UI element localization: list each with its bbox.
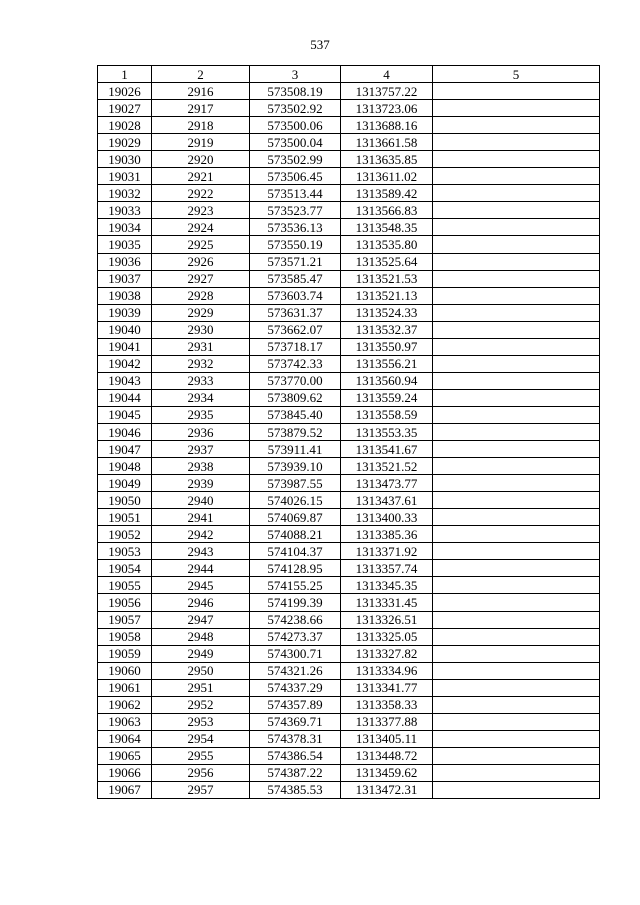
cell-note bbox=[433, 219, 600, 236]
cell-row-id: 19035 bbox=[98, 236, 152, 253]
cell-y-coordinate: 1313473.77 bbox=[341, 475, 433, 492]
cell-note bbox=[433, 560, 600, 577]
table-row bbox=[98, 117, 600, 134]
cell-y-coordinate: 1313548.35 bbox=[341, 219, 433, 236]
cell-x-coordinate: 573502.99 bbox=[250, 151, 341, 168]
cell-x-coordinate: 573500.06 bbox=[250, 117, 341, 134]
cell-point-number: 2952 bbox=[152, 696, 250, 713]
cell-note bbox=[433, 372, 600, 389]
cell-row-id: 19036 bbox=[98, 253, 152, 270]
cell-y-coordinate: 1313334.96 bbox=[341, 662, 433, 679]
cell-y-coordinate: 1313560.94 bbox=[341, 372, 433, 389]
cell-note bbox=[433, 458, 600, 475]
cell-point-number: 2934 bbox=[152, 389, 250, 406]
cell-point-number: 2945 bbox=[152, 577, 250, 594]
cell-x-coordinate: 573513.44 bbox=[250, 185, 341, 202]
table-header-row bbox=[98, 66, 600, 83]
table-row bbox=[98, 253, 600, 270]
cell-point-number: 2940 bbox=[152, 492, 250, 509]
cell-row-id: 19060 bbox=[98, 662, 152, 679]
cell-point-number: 2932 bbox=[152, 355, 250, 372]
cell-note bbox=[433, 594, 600, 611]
table-row bbox=[98, 611, 600, 628]
table-row bbox=[98, 83, 600, 100]
table-row bbox=[98, 304, 600, 321]
table-row bbox=[98, 287, 600, 304]
table-row bbox=[98, 441, 600, 458]
cell-y-coordinate: 1313524.33 bbox=[341, 304, 433, 321]
cell-x-coordinate: 574199.39 bbox=[250, 594, 341, 611]
cell-x-coordinate: 574155.25 bbox=[250, 577, 341, 594]
cell-point-number: 2955 bbox=[152, 747, 250, 764]
table-row bbox=[98, 645, 600, 662]
cell-note bbox=[433, 406, 600, 423]
cell-x-coordinate: 573585.47 bbox=[250, 270, 341, 287]
cell-y-coordinate: 1313535.80 bbox=[341, 236, 433, 253]
table-row bbox=[98, 781, 600, 798]
cell-y-coordinate: 1313405.11 bbox=[341, 730, 433, 747]
cell-x-coordinate: 574238.66 bbox=[250, 611, 341, 628]
cell-point-number: 2919 bbox=[152, 134, 250, 151]
cell-x-coordinate: 573502.92 bbox=[250, 100, 341, 117]
cell-note bbox=[433, 134, 600, 151]
cell-x-coordinate: 574321.26 bbox=[250, 662, 341, 679]
cell-note bbox=[433, 117, 600, 134]
cell-point-number: 2931 bbox=[152, 338, 250, 355]
cell-x-coordinate: 573550.19 bbox=[250, 236, 341, 253]
cell-row-id: 19029 bbox=[98, 134, 152, 151]
cell-note bbox=[433, 679, 600, 696]
cell-x-coordinate: 573500.04 bbox=[250, 134, 341, 151]
table-row bbox=[98, 713, 600, 730]
cell-note bbox=[433, 304, 600, 321]
cell-y-coordinate: 1313723.06 bbox=[341, 100, 433, 117]
cell-note bbox=[433, 151, 600, 168]
cell-row-id: 19064 bbox=[98, 730, 152, 747]
cell-point-number: 2941 bbox=[152, 509, 250, 526]
cell-row-id: 19052 bbox=[98, 526, 152, 543]
table-row bbox=[98, 168, 600, 185]
cell-point-number: 2949 bbox=[152, 645, 250, 662]
cell-point-number: 2957 bbox=[152, 781, 250, 798]
cell-y-coordinate: 1313525.64 bbox=[341, 253, 433, 270]
cell-point-number: 2927 bbox=[152, 270, 250, 287]
cell-point-number: 2950 bbox=[152, 662, 250, 679]
table-row bbox=[98, 321, 600, 338]
table-row bbox=[98, 406, 600, 423]
cell-note bbox=[433, 696, 600, 713]
cell-y-coordinate: 1313341.77 bbox=[341, 679, 433, 696]
cell-x-coordinate: 574069.87 bbox=[250, 509, 341, 526]
cell-row-id: 19065 bbox=[98, 747, 152, 764]
cell-x-coordinate: 573879.52 bbox=[250, 423, 341, 440]
cell-note bbox=[433, 253, 600, 270]
table-row bbox=[98, 423, 600, 440]
table-row bbox=[98, 236, 600, 253]
cell-y-coordinate: 1313358.33 bbox=[341, 696, 433, 713]
cell-point-number: 2953 bbox=[152, 713, 250, 730]
cell-x-coordinate: 574369.71 bbox=[250, 713, 341, 730]
cell-row-id: 19058 bbox=[98, 628, 152, 645]
cell-note bbox=[433, 355, 600, 372]
cell-row-id: 19051 bbox=[98, 509, 152, 526]
cell-row-id: 19028 bbox=[98, 117, 152, 134]
cell-point-number: 2939 bbox=[152, 475, 250, 492]
cell-row-id: 19026 bbox=[98, 83, 152, 100]
cell-point-number: 2916 bbox=[152, 83, 250, 100]
cell-note bbox=[433, 321, 600, 338]
cell-y-coordinate: 1313371.92 bbox=[341, 543, 433, 560]
cell-x-coordinate: 574387.22 bbox=[250, 764, 341, 781]
cell-row-id: 19031 bbox=[98, 168, 152, 185]
cell-note bbox=[433, 338, 600, 355]
cell-y-coordinate: 1313550.97 bbox=[341, 338, 433, 355]
cell-note bbox=[433, 611, 600, 628]
cell-x-coordinate: 573845.40 bbox=[250, 406, 341, 423]
cell-row-id: 19042 bbox=[98, 355, 152, 372]
cell-y-coordinate: 1313559.24 bbox=[341, 389, 433, 406]
cell-note bbox=[433, 645, 600, 662]
cell-y-coordinate: 1313459.62 bbox=[341, 764, 433, 781]
table-row bbox=[98, 338, 600, 355]
cell-point-number: 2948 bbox=[152, 628, 250, 645]
column-header-3: 3 bbox=[250, 66, 341, 83]
cell-point-number: 2921 bbox=[152, 168, 250, 185]
cell-row-id: 19043 bbox=[98, 372, 152, 389]
cell-x-coordinate: 574386.54 bbox=[250, 747, 341, 764]
cell-row-id: 19045 bbox=[98, 406, 152, 423]
cell-note bbox=[433, 781, 600, 798]
cell-y-coordinate: 1313521.52 bbox=[341, 458, 433, 475]
table-row bbox=[98, 270, 600, 287]
cell-row-id: 19059 bbox=[98, 645, 152, 662]
cell-note bbox=[433, 441, 600, 458]
cell-note bbox=[433, 168, 600, 185]
cell-point-number: 2918 bbox=[152, 117, 250, 134]
table-row bbox=[98, 151, 600, 168]
cell-point-number: 2923 bbox=[152, 202, 250, 219]
cell-x-coordinate: 574026.15 bbox=[250, 492, 341, 509]
cell-point-number: 2943 bbox=[152, 543, 250, 560]
cell-note bbox=[433, 577, 600, 594]
cell-point-number: 2951 bbox=[152, 679, 250, 696]
cell-note bbox=[433, 543, 600, 560]
page-number: 537 bbox=[310, 37, 330, 52]
cell-point-number: 2926 bbox=[152, 253, 250, 270]
cell-row-id: 19061 bbox=[98, 679, 152, 696]
cell-point-number: 2936 bbox=[152, 423, 250, 440]
cell-note bbox=[433, 713, 600, 730]
cell-row-id: 19066 bbox=[98, 764, 152, 781]
cell-point-number: 2935 bbox=[152, 406, 250, 423]
table-body bbox=[98, 83, 600, 799]
cell-point-number: 2938 bbox=[152, 458, 250, 475]
cell-x-coordinate: 574378.31 bbox=[250, 730, 341, 747]
table-row bbox=[98, 577, 600, 594]
cell-row-id: 19044 bbox=[98, 389, 152, 406]
table-row bbox=[98, 202, 600, 219]
column-header-5: 5 bbox=[433, 66, 600, 83]
cell-note bbox=[433, 100, 600, 117]
cell-row-id: 19056 bbox=[98, 594, 152, 611]
column-header-1: 1 bbox=[98, 66, 152, 83]
cell-row-id: 19049 bbox=[98, 475, 152, 492]
cell-y-coordinate: 1313661.58 bbox=[341, 134, 433, 151]
cell-note bbox=[433, 423, 600, 440]
cell-y-coordinate: 1313532.37 bbox=[341, 321, 433, 338]
table-row bbox=[98, 764, 600, 781]
cell-row-id: 19037 bbox=[98, 270, 152, 287]
cell-x-coordinate: 574385.53 bbox=[250, 781, 341, 798]
table-row bbox=[98, 355, 600, 372]
cell-note bbox=[433, 747, 600, 764]
table-row bbox=[98, 134, 600, 151]
table-row bbox=[98, 219, 600, 236]
cell-y-coordinate: 1313589.42 bbox=[341, 185, 433, 202]
cell-note bbox=[433, 287, 600, 304]
coordinates-table bbox=[97, 65, 600, 799]
cell-x-coordinate: 573987.55 bbox=[250, 475, 341, 492]
cell-row-id: 19041 bbox=[98, 338, 152, 355]
cell-x-coordinate: 573631.37 bbox=[250, 304, 341, 321]
table-row bbox=[98, 100, 600, 117]
cell-note bbox=[433, 492, 600, 509]
cell-note bbox=[433, 475, 600, 492]
cell-y-coordinate: 1313541.67 bbox=[341, 441, 433, 458]
cell-x-coordinate: 574273.37 bbox=[250, 628, 341, 645]
table-row bbox=[98, 526, 600, 543]
cell-row-id: 19034 bbox=[98, 219, 152, 236]
cell-x-coordinate: 574300.71 bbox=[250, 645, 341, 662]
table-row bbox=[98, 458, 600, 475]
table-row bbox=[98, 372, 600, 389]
cell-y-coordinate: 1313472.31 bbox=[341, 781, 433, 798]
cell-row-id: 19054 bbox=[98, 560, 152, 577]
cell-point-number: 2944 bbox=[152, 560, 250, 577]
cell-row-id: 19032 bbox=[98, 185, 152, 202]
cell-row-id: 19067 bbox=[98, 781, 152, 798]
cell-y-coordinate: 1313326.51 bbox=[341, 611, 433, 628]
table-row bbox=[98, 747, 600, 764]
table-row bbox=[98, 730, 600, 747]
cell-x-coordinate: 574128.95 bbox=[250, 560, 341, 577]
cell-y-coordinate: 1313385.36 bbox=[341, 526, 433, 543]
cell-x-coordinate: 573536.13 bbox=[250, 219, 341, 236]
cell-x-coordinate: 574088.21 bbox=[250, 526, 341, 543]
cell-note bbox=[433, 202, 600, 219]
cell-y-coordinate: 1313757.22 bbox=[341, 83, 433, 100]
cell-point-number: 2929 bbox=[152, 304, 250, 321]
cell-note bbox=[433, 526, 600, 543]
cell-x-coordinate: 573742.33 bbox=[250, 355, 341, 372]
cell-note bbox=[433, 764, 600, 781]
table-row bbox=[98, 492, 600, 509]
cell-row-id: 19030 bbox=[98, 151, 152, 168]
table-row bbox=[98, 679, 600, 696]
table-row bbox=[98, 185, 600, 202]
cell-point-number: 2933 bbox=[152, 372, 250, 389]
cell-x-coordinate: 573523.77 bbox=[250, 202, 341, 219]
table-row bbox=[98, 509, 600, 526]
cell-note bbox=[433, 730, 600, 747]
cell-y-coordinate: 1313611.02 bbox=[341, 168, 433, 185]
cell-row-id: 19048 bbox=[98, 458, 152, 475]
cell-y-coordinate: 1313331.45 bbox=[341, 594, 433, 611]
cell-point-number: 2924 bbox=[152, 219, 250, 236]
column-header-2: 2 bbox=[152, 66, 250, 83]
table-row bbox=[98, 543, 600, 560]
cell-y-coordinate: 1313521.53 bbox=[341, 270, 433, 287]
cell-point-number: 2922 bbox=[152, 185, 250, 202]
cell-y-coordinate: 1313635.85 bbox=[341, 151, 433, 168]
cell-point-number: 2942 bbox=[152, 526, 250, 543]
cell-y-coordinate: 1313377.88 bbox=[341, 713, 433, 730]
cell-point-number: 2937 bbox=[152, 441, 250, 458]
cell-row-id: 19062 bbox=[98, 696, 152, 713]
cell-row-id: 19033 bbox=[98, 202, 152, 219]
cell-point-number: 2946 bbox=[152, 594, 250, 611]
cell-row-id: 19057 bbox=[98, 611, 152, 628]
cell-row-id: 19038 bbox=[98, 287, 152, 304]
cell-point-number: 2930 bbox=[152, 321, 250, 338]
cell-point-number: 2947 bbox=[152, 611, 250, 628]
cell-note bbox=[433, 662, 600, 679]
cell-y-coordinate: 1313327.82 bbox=[341, 645, 433, 662]
cell-point-number: 2917 bbox=[152, 100, 250, 117]
table-row bbox=[98, 560, 600, 577]
cell-note bbox=[433, 270, 600, 287]
cell-x-coordinate: 574104.37 bbox=[250, 543, 341, 560]
cell-x-coordinate: 573911.41 bbox=[250, 441, 341, 458]
cell-y-coordinate: 1313521.13 bbox=[341, 287, 433, 304]
cell-point-number: 2920 bbox=[152, 151, 250, 168]
cell-row-id: 19039 bbox=[98, 304, 152, 321]
cell-y-coordinate: 1313357.74 bbox=[341, 560, 433, 577]
cell-row-id: 19050 bbox=[98, 492, 152, 509]
table-row bbox=[98, 628, 600, 645]
cell-x-coordinate: 573809.62 bbox=[250, 389, 341, 406]
cell-y-coordinate: 1313566.83 bbox=[341, 202, 433, 219]
cell-row-id: 19055 bbox=[98, 577, 152, 594]
cell-note bbox=[433, 236, 600, 253]
cell-x-coordinate: 573939.10 bbox=[250, 458, 341, 475]
cell-x-coordinate: 573718.17 bbox=[250, 338, 341, 355]
cell-x-coordinate: 573571.21 bbox=[250, 253, 341, 270]
cell-point-number: 2954 bbox=[152, 730, 250, 747]
cell-row-id: 19027 bbox=[98, 100, 152, 117]
cell-x-coordinate: 573662.07 bbox=[250, 321, 341, 338]
column-header-4: 4 bbox=[341, 66, 433, 83]
cell-x-coordinate: 574337.29 bbox=[250, 679, 341, 696]
table-row bbox=[98, 662, 600, 679]
cell-x-coordinate: 573506.45 bbox=[250, 168, 341, 185]
table-row bbox=[98, 389, 600, 406]
table-row bbox=[98, 475, 600, 492]
cell-note bbox=[433, 185, 600, 202]
cell-y-coordinate: 1313558.59 bbox=[341, 406, 433, 423]
cell-point-number: 2928 bbox=[152, 287, 250, 304]
cell-row-id: 19046 bbox=[98, 423, 152, 440]
cell-row-id: 19063 bbox=[98, 713, 152, 730]
cell-x-coordinate: 573770.00 bbox=[250, 372, 341, 389]
cell-y-coordinate: 1313688.16 bbox=[341, 117, 433, 134]
cell-x-coordinate: 574357.89 bbox=[250, 696, 341, 713]
cell-row-id: 19047 bbox=[98, 441, 152, 458]
cell-note bbox=[433, 509, 600, 526]
cell-y-coordinate: 1313437.61 bbox=[341, 492, 433, 509]
cell-y-coordinate: 1313400.33 bbox=[341, 509, 433, 526]
cell-y-coordinate: 1313553.35 bbox=[341, 423, 433, 440]
cell-row-id: 19040 bbox=[98, 321, 152, 338]
cell-x-coordinate: 573603.74 bbox=[250, 287, 341, 304]
table-row bbox=[98, 594, 600, 611]
cell-note bbox=[433, 628, 600, 645]
cell-x-coordinate: 573508.19 bbox=[250, 83, 341, 100]
cell-y-coordinate: 1313556.21 bbox=[341, 355, 433, 372]
table-row bbox=[98, 696, 600, 713]
cell-y-coordinate: 1313345.35 bbox=[341, 577, 433, 594]
cell-y-coordinate: 1313448.72 bbox=[341, 747, 433, 764]
cell-point-number: 2925 bbox=[152, 236, 250, 253]
cell-point-number: 2956 bbox=[152, 764, 250, 781]
cell-note bbox=[433, 83, 600, 100]
cell-note bbox=[433, 389, 600, 406]
cell-y-coordinate: 1313325.05 bbox=[341, 628, 433, 645]
cell-row-id: 19053 bbox=[98, 543, 152, 560]
